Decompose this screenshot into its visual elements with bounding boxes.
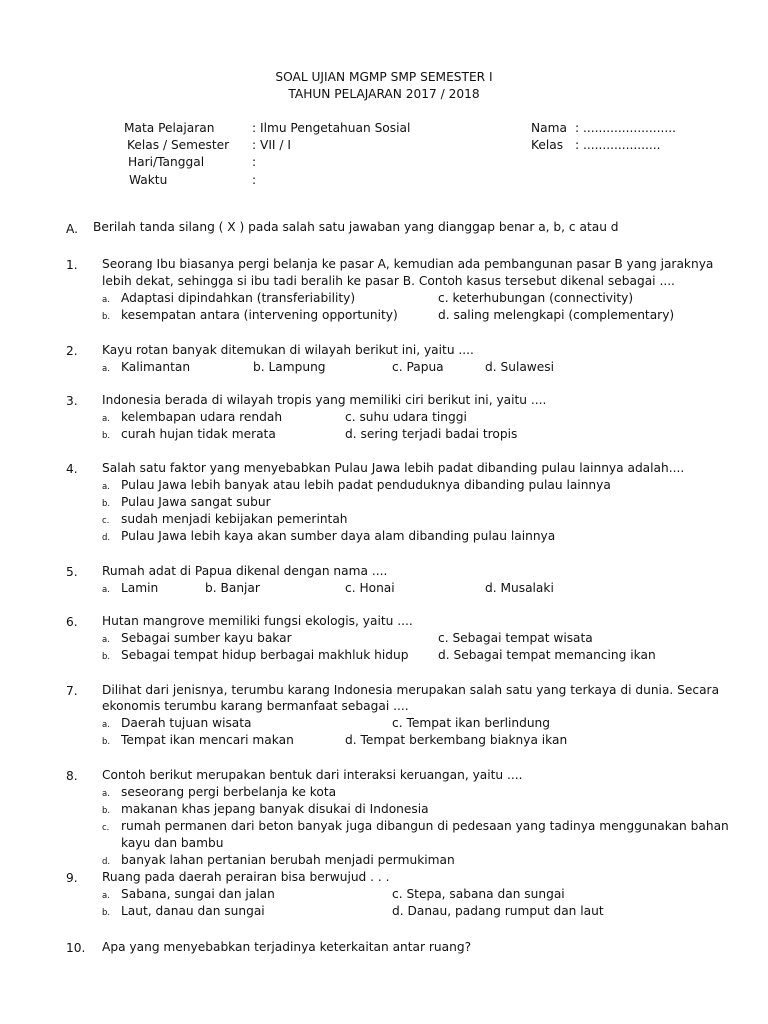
date-value: : [252, 155, 257, 169]
option-text: Sebagai sumber kayu bakar [121, 631, 292, 645]
option-letter: a. [102, 295, 110, 305]
question-number: 1. [66, 258, 78, 272]
option-text: d. Sulawesi [485, 360, 555, 374]
question-text: Hutan mangrove memiliki fungsi ekologis, yaitu .... [102, 614, 413, 628]
option-text: Laut, danau dan sungai [121, 904, 265, 918]
option-text: d. Musalaki [485, 581, 554, 595]
name-label: Nama [531, 121, 567, 135]
option-text: kesempatan antara (intervening opportunity) [121, 308, 398, 322]
option-text: Lamin [121, 581, 159, 595]
question-text: ekonomis terumbu karang bermanfaat sebagai .... [102, 699, 409, 713]
option-letter: c. [102, 516, 110, 526]
section-instruction: Berilah tanda silang ( X ) pada salah satu jawaban yang dianggap benar a, b, c atau d [93, 220, 619, 234]
time-label: Waktu [129, 173, 168, 187]
question-text: Rumah adat di Papua dikenal dengan nama .... [102, 564, 388, 578]
option-text: rumah permanen dari beton banyak juga dibangun di pedesaan yang tadinya menggunakan bahan [121, 819, 729, 833]
class-label: Kelas [531, 138, 564, 152]
question-text: Apa yang menyebabkan terjadinya keterkaitan antar ruang? [102, 940, 472, 954]
option-text: d. sering terjadi badai tropis [345, 427, 518, 441]
subject-value: : Ilmu Pengetahuan Sosial [252, 121, 411, 135]
option-text: c. Sebagai tempat wisata [438, 631, 593, 645]
option-text: Pulau Jawa lebih banyak atau lebih padat penduduknya dibanding pulau lainnya [121, 478, 611, 492]
option-text: Pulau Jawa lebih kaya akan sumber daya alam dibanding pulau lainnya [121, 529, 556, 543]
question-text: Seorang Ibu biasanya pergi belanja ke pasar A, kemudian ada pembangunan pasar B yang jaraknya [102, 257, 714, 271]
section-letter: A. [66, 222, 78, 236]
option-text: c. Tempat ikan berlindung [392, 716, 551, 730]
date-label: Hari/Tanggal [128, 155, 205, 169]
option-letter: a. [102, 635, 110, 645]
option-text: seseorang pergi berbelanja ke kota [121, 785, 337, 799]
option-letter: b. [102, 652, 111, 662]
question-text: lebih dekat, sehingga si ibu tadi beralih ke pasar B. Contoh kasus tersebut dikenal sebagai .... [102, 274, 675, 288]
question-number: 8. [66, 769, 78, 783]
question-number: 10. [66, 941, 86, 955]
document-title: SOAL UJIAN MGMP SMP SEMESTER I [275, 70, 493, 84]
option-letter: b. [102, 806, 111, 816]
subject-label: Mata Pelajaran [124, 121, 215, 135]
option-text: curah hujan tidak merata [121, 427, 276, 441]
question-text: Salah satu faktor yang menyebabkan Pulau Jawa lebih padat dibanding pulau lainnya adalah.... [102, 461, 685, 475]
option-text: Tempat ikan mencari makan [121, 733, 294, 747]
question-number: 3. [66, 394, 78, 408]
option-text: banyak lahan pertanian berubah menjadi permukiman [121, 853, 455, 867]
option-letter: b. [102, 431, 111, 441]
option-letter: a. [102, 585, 110, 595]
option-letter: b. [102, 499, 111, 509]
option-text: Pulau Jawa sangat subur [121, 495, 271, 509]
class-semester-label: Kelas / Semester [127, 138, 230, 152]
question-text: Dilihat dari jenisnya, terumbu karang Indonesia merupakan salah satu yang terkaya di dunia. Secara [102, 683, 720, 697]
option-letter: a. [102, 891, 110, 901]
question-number: 7. [66, 684, 78, 698]
option-text: c. keterhubungan (connectivity) [438, 291, 634, 305]
name-field: : ........................ [575, 121, 676, 135]
option-text: b. Lampung [253, 360, 326, 374]
question-text: Contoh berikut merupakan bentuk dari interaksi keruangan, yaitu .... [102, 768, 523, 782]
option-text: Sabana, sungai dan jalan [121, 887, 275, 901]
time-value: : [252, 173, 257, 187]
option-text: c. suhu udara tinggi [345, 410, 467, 424]
question-number: 5. [66, 565, 78, 579]
option-text: b. Banjar [205, 581, 260, 595]
question-text: Ruang pada daerah perairan bisa berwujud . . . [102, 870, 390, 884]
option-text: sudah menjadi kebijakan pemerintah [121, 512, 348, 526]
option-letter: a. [102, 482, 110, 492]
option-letter: b. [102, 908, 111, 918]
option-letter: a. [102, 789, 110, 799]
option-letter: c. [102, 823, 110, 833]
option-text: c. Honai [345, 581, 395, 595]
option-text: c. Stepa, sabana dan sungai [392, 887, 565, 901]
option-letter: a. [102, 720, 110, 730]
option-text: Kalimantan [121, 360, 191, 374]
option-text: kayu dan bambu [121, 836, 224, 850]
option-text: Adaptasi dipindahkan (transferiability) [121, 291, 356, 305]
academic-year: TAHUN PELAJARAN 2017 / 2018 [288, 87, 480, 101]
option-text: d. Sebagai tempat memancing ikan [438, 648, 656, 662]
option-text: c. Papua [392, 360, 444, 374]
option-letter: d. [102, 533, 111, 543]
option-text: makanan khas jepang banyak disukai di Indonesia [121, 802, 429, 816]
option-text: d. Tempat berkembang biaknya ikan [345, 733, 568, 747]
option-text: Sebagai tempat hidup berbagai makhluk hidup [121, 648, 409, 662]
question-number: 9. [66, 871, 78, 885]
question-number: 6. [66, 615, 78, 629]
option-text: d. saling melengkapi (complementary) [438, 308, 675, 322]
option-letter: b. [102, 737, 111, 747]
question-text: Indonesia berada di wilayah tropis yang memiliki ciri berikut ini, yaitu .... [102, 393, 547, 407]
option-letter: a. [102, 364, 110, 374]
question-number: 4. [66, 462, 78, 476]
option-text: Daerah tujuan wisata [121, 716, 252, 730]
option-letter: a. [102, 414, 110, 424]
option-text: d. Danau, padang rumput dan laut [392, 904, 604, 918]
option-letter: b. [102, 312, 111, 322]
question-text: Kayu rotan banyak ditemukan di wilayah berikut ini, yaitu .... [102, 343, 474, 357]
class-field: : .................... [575, 138, 661, 152]
question-number: 2. [66, 344, 78, 358]
option-text: kelembapan udara rendah [121, 410, 283, 424]
class-semester-value: : VII / I [252, 138, 291, 152]
option-letter: d. [102, 857, 111, 867]
